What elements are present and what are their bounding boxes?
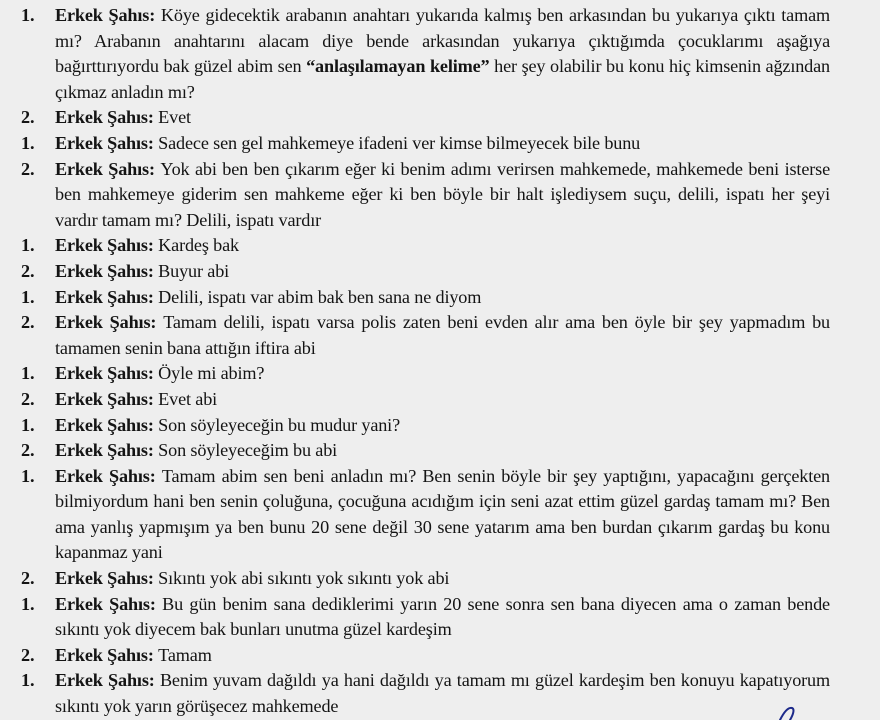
turn-number: 1. [21,414,35,435]
turn-text: Delili, ispatı var abim bak ben sana ne diyom [158,286,482,307]
speaker-label: Erkek Şahıs: [55,5,161,25]
turn-number: 1. [21,132,35,153]
speaker-label: Erkek Şahıs: [55,670,160,691]
turn-text: Sadece sen gel mahkemeye ifadeni ver kimse bilmeyecek bile bunu [158,132,641,153]
turn-number: 1. [21,363,35,384]
transcript-turn [0,285,830,311]
transcript-turn [0,131,830,157]
transcript-turn [0,643,830,669]
transcript-turn [0,566,830,592]
transcript-turn [0,464,830,566]
transcript-turn [0,592,830,643]
turn-text: Evet [158,107,191,128]
speaker-label: Erkek Şahıs: [55,363,159,384]
turn-number: 1. [21,593,35,614]
speaker-label: Erkek Şahıs: [55,158,161,179]
speaker-label: Erkek Şahıs: [55,465,162,486]
transcript-turn [0,105,830,131]
speaker-label: Erkek Şahıs: [55,260,159,281]
turn-text: Sıkıntı yok abi sıkıntı yok sıkıntı yok abi [158,568,450,589]
turn-number: 2. [21,440,35,461]
pen-signature-mark [776,706,806,720]
turn-text: Son söyleyeceğim bu abi [158,440,338,461]
transcript-turn [0,361,830,387]
turn-number: 1. [21,286,35,307]
speaker-label: Erkek Şahıs: [55,440,159,461]
transcript-turn [0,387,830,413]
transcript-turn [0,3,830,105]
turn-number: 1. [21,5,35,25]
transcript-document [0,3,880,720]
transcript-turn [0,233,830,259]
speaker-label: Erkek Şahıs: [55,312,164,333]
transcript-turn [0,668,830,719]
turn-text: Buyur abi [158,260,230,281]
turn-number: 2. [21,312,35,333]
speaker-label: Erkek Şahıs: [55,388,159,409]
transcript-turn [0,259,830,285]
turn-number: 2. [21,260,35,281]
turn-text: Evet abi [158,388,218,409]
transcript-turn [0,413,830,439]
turn-text: Tamam delili, ispatı varsa polis zaten beni evden alır ama ben öyle bir şey yapmadım bu tamamen senin bana attığın iftira abi [55,312,830,358]
speaker-label: Erkek Şahıs: [55,235,159,256]
turn-text: Köye gidecektik arabanın anahtarı yukarıda kalmış ben arkasından bu yukarıya çıktı tamam mı? Arabanın anahtarını alacam diye bende arkasından yukarıya çıktığımda çocuklarımı aşağıya bağırttırıyordu bak güzel abim sen [55,5,830,77]
turn-text: Öyle mi abim? [158,363,265,384]
turn-text: Son söyleyeceğin bu mudur yani? [158,414,401,435]
turn-number: 2. [21,644,35,665]
transcript-turn [0,310,830,361]
turn-number: 2. [21,568,35,589]
turn-text: Benim yuvam dağıldı ya hani dağıldı ya tamam mı güzel kardeşim ben konuyu kapatıyorum sıkıntı yok yarın görüşecez mahkemede [55,670,830,717]
turn-number: 2. [21,107,35,128]
speaker-label: Erkek Şahıs: [55,286,159,307]
speaker-label: Erkek Şahıs: [55,107,159,128]
turn-text-continued: her şey olabilir bu konu hiç kimsenin ağzından çıkmaz anladın mı? [55,56,830,102]
turn-text: Bu gün benim sana dediklerimi yarın 20 sene sonra sen bana diyecen ama o zaman bende sıkıntı yok diyecem bak bunları unutma güzel kardeşim [55,593,830,640]
turn-text: Tamam abim sen beni anladın mı? Ben senin böyle bir şey yaptığını, yapacağını gerçekten bilmiyordum hani ben senin çoluğuna, çocuğuna acıdığım için seni azat ettim güzel gardaş tamam mı? Ben ama yanlış yapmışım ya ben bunu 20 sene değil 30 sene yatarım ama ben burdan çıkarım gardaş bu konu kapanmaz yani [55,465,830,563]
speaker-label: Erkek Şahıs: [55,414,159,435]
unclear-word-note: “anlaşılamayan kelime” [306,56,490,77]
transcript-turn [0,438,830,464]
transcript-turn [0,157,830,234]
turn-text: Tamam [158,644,212,665]
speaker-label: Erkek Şahıs: [55,644,159,665]
turn-text: Yok abi ben ben çıkarım eğer ki benim adımı verirsen mahkemede, mahkemede beni isterse ben mahkemeye giderim sen mahkeme eğer ki ben böyle bir halt işlediysem suçu, delili, ispatı her şeyi vardır tamam mı? Delili, ispatı vardır [55,158,830,230]
speaker-label: Erkek Şahıs: [55,593,163,614]
speaker-label: Erkek Şahıs: [55,568,159,589]
turn-number: 2. [21,158,35,179]
turn-number: 2. [21,388,35,409]
turn-number: 1. [21,235,35,256]
speaker-label: Erkek Şahıs: [55,132,159,153]
turn-number: 1. [21,465,35,486]
turn-text: Kardeş bak [158,235,239,256]
turn-number: 1. [21,670,35,691]
